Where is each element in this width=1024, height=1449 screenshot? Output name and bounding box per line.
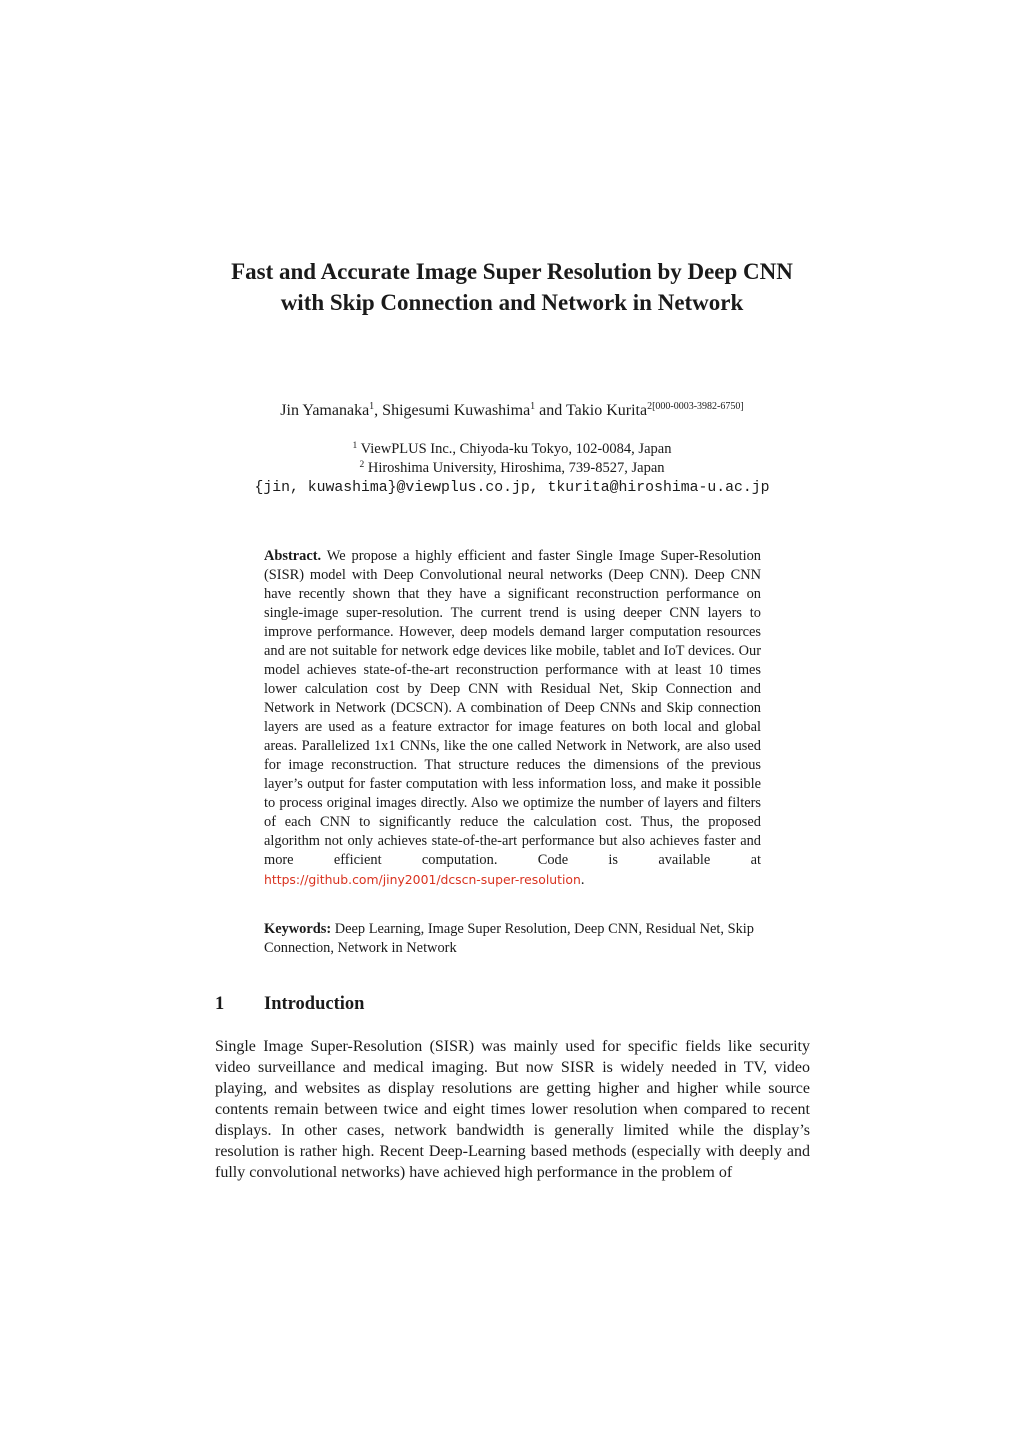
title-line-1: Fast and Accurate Image Super Resolution by Deep CNN [231, 259, 793, 284]
abstract-text: We propose a highly efficient and faster Single Image Super-Resolution (SISR) model with Deep Convolutional neural networks (Deep CNN). Deep CNN have recently shown that they have a significant reconstruction performance on single-image super-resolution. The current trend is using deeper CNN layers to improve performance. However, deep models demand larger computation resources and are not suitable for network edge devices like mobile, tablet and IoT devices. Our model achieves state-of-the-art reconstruction performance with at least 10 times lower calculation cost by Deep CNN with Residual Net, Skip Connection and Network in Network (DCSCN). A combination of Deep CNNs and Skip connection layers are used as a feature extractor for image features on both local and global areas. Parallelized 1x1 CNNs, like the one called Network in Network, are also used for image reconstruction. That structure reduces the dimensions of the previous layer’s output for faster computation with less information loss, and make it possible to process original images directly. Also we optimize the number of layers and filters of each CNN to significantly reduce the calculation cost. Thus, the proposed algorithm not only achieves state-of-the-art performance but also achieves faster and more efficient computation. Code is available at [264, 548, 761, 868]
author-affiliation-mark: 1 [530, 401, 536, 412]
keywords [264, 920, 761, 958]
author-name: Shigesumi Kuwashima [382, 402, 531, 419]
affiliation-text: ViewPLUS Inc., Chiyoda-ku Tokyo, 102-0084, Japan [360, 441, 672, 457]
author-separator: and [535, 402, 566, 419]
url-trailing-period: . [580, 872, 585, 888]
author-name: Jin Yamanaka [280, 402, 370, 419]
introduction-paragraph: Single Image Super-Resolution (SISR) was mainly used for specific fields like security video surveillance and medical imaging. But now SISR is widely needed in TV, video playing, and websites as display resolutions are getting higher and higher while source contents remain between twice and eight times lower resolution when compared to recent displays. In other cases, network bandwidth is generally limited while the display’s resolution is rather high. Recent Deep-Learning based methods (especially with deeply and fully convolutional networks) have achieved high performance in the problem of [215, 1038, 810, 1181]
author-emails: {jin, kuwashima}@viewplus.co.jp, tkurita@hiroshima-u.ac.jp [254, 480, 770, 496]
affiliation-mark: 1 [352, 441, 358, 451]
section-number: 1 [215, 994, 225, 1014]
affiliation-line [160, 459, 864, 478]
title-line-2: with Skip Connection and Network in Network [280, 290, 744, 315]
author-affiliation-mark: 1 [369, 401, 375, 412]
abstract-label: Abstract. [264, 548, 322, 564]
author-list [120, 400, 904, 422]
affiliation-line [160, 440, 864, 459]
keywords-text: Deep Learning, Image Super Resolution, Deep CNN, Residual Net, Skip Connection, Network in Network [264, 921, 755, 956]
affiliation-text: Hiroshima University, Hiroshima, 739-8527, Japan [367, 460, 665, 476]
abstract [264, 547, 761, 890]
affiliations [160, 440, 864, 498]
code-repository-link[interactable]: https://github.com/jiny2001/dcscn-super-resolution [264, 872, 581, 887]
affiliation-mark: 2 [359, 460, 365, 470]
author-affiliation-mark: 2[000-0003-3982-6750] [647, 401, 744, 412]
section-title: Introduction [264, 994, 365, 1014]
paper-title [160, 256, 864, 318]
keywords-label: Keywords: [264, 921, 332, 937]
section-heading-introduction [215, 992, 364, 1016]
author-separator: , [374, 402, 383, 419]
author-name: Takio Kurita [565, 402, 648, 419]
